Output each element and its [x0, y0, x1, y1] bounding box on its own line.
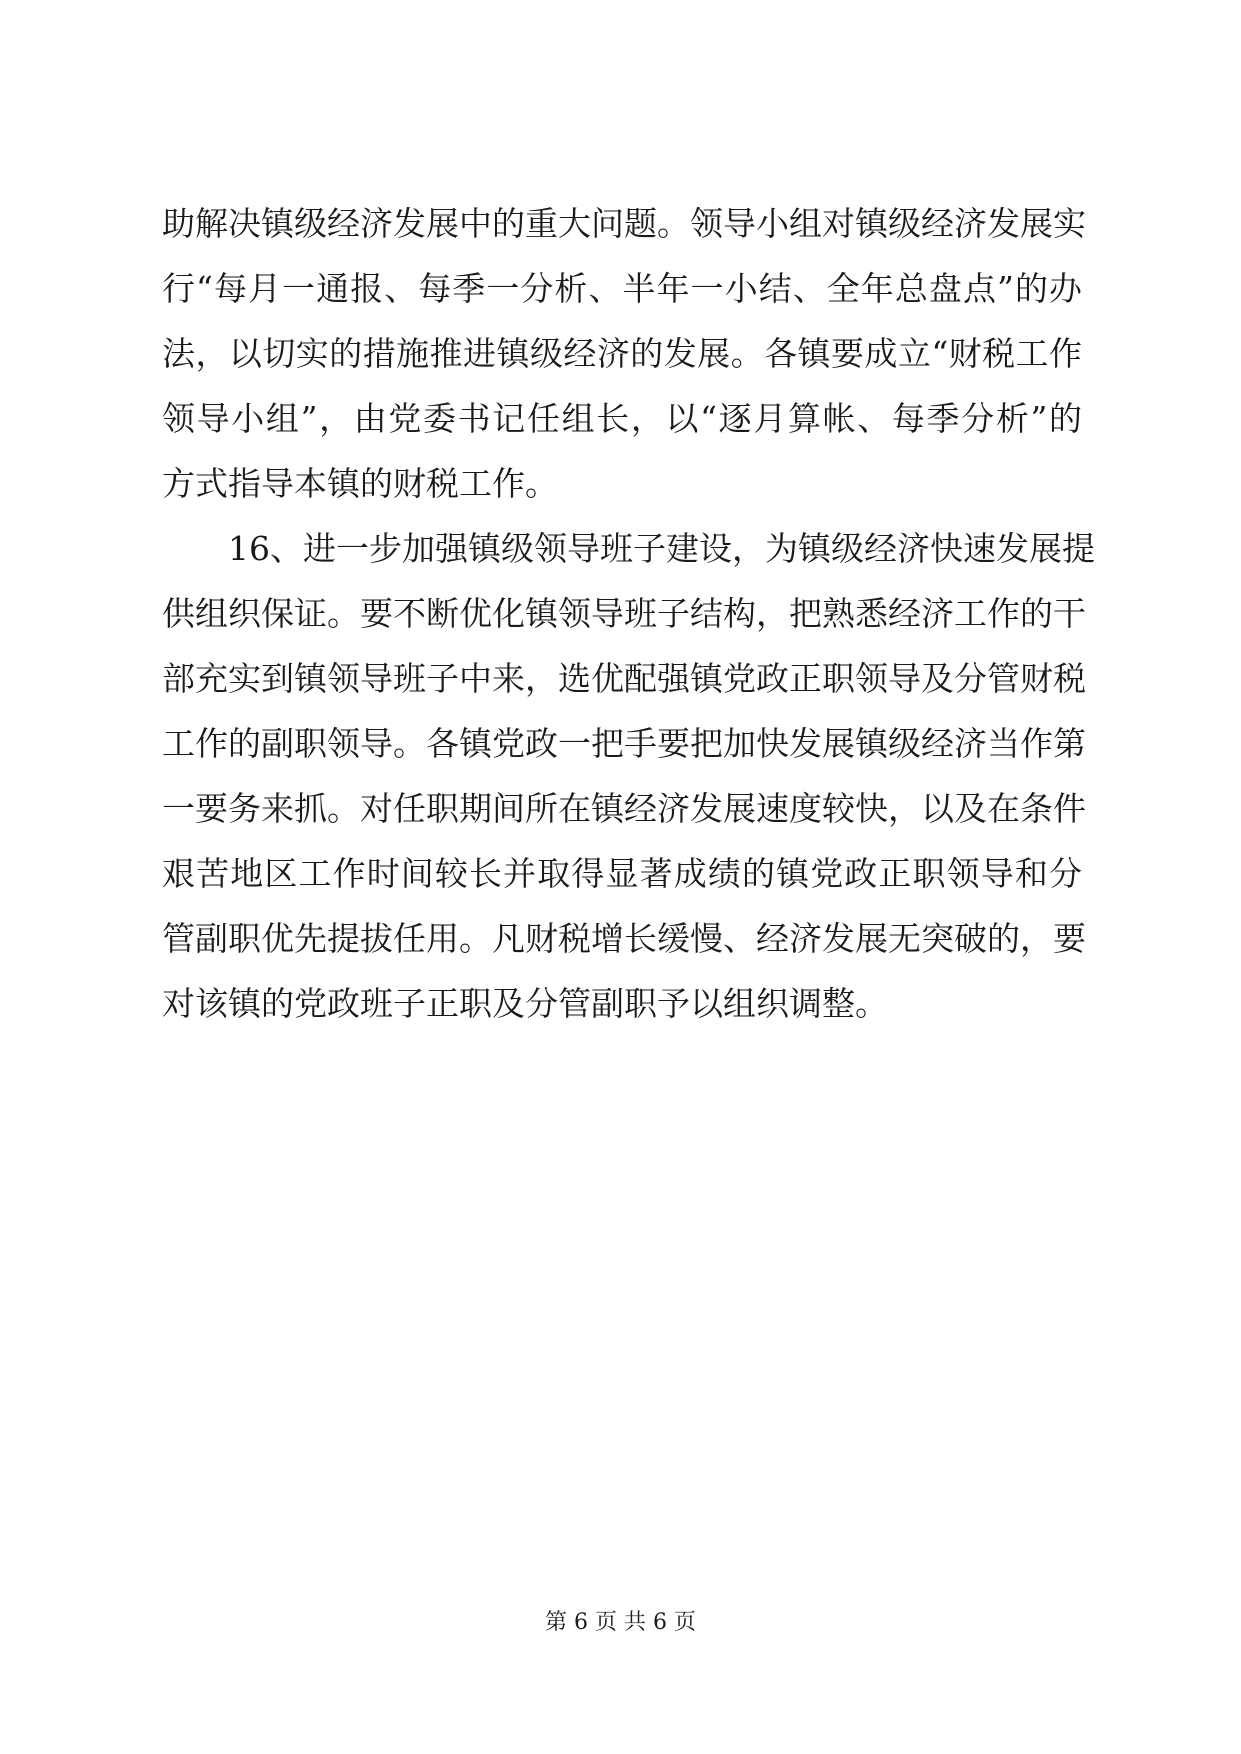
- paragraph-line: 一要务来抓。对任职期间所在镇经济发展速度较快，以及在条件: [162, 789, 1086, 828]
- page-number-footer: 第 6 页 共 6 页: [545, 1610, 696, 1635]
- paragraph-line: 行“每月一通报、每季一分析、半年一小结、全年总盘点”的办: [162, 269, 1082, 308]
- paragraph-line: 领导小组”，由党委书记任组长，以“逐月算帐、每季分析”的: [162, 399, 1082, 438]
- paragraph-line: 助解决镇级经济发展中的重大问题。领导小组对镇级经济发展实: [162, 204, 1086, 243]
- paragraph-line: 对该镇的党政班子正职及分管副职予以组织调整。: [162, 984, 888, 1023]
- paragraph-line: 16、进一步加强镇级领导班子建设，为镇级经济快速发展提: [228, 529, 1095, 568]
- paragraph-line: 管副职优先提拔任用。凡财税增长缓慢、经济发展无突破的，要: [162, 919, 1086, 958]
- paragraph-line: 工作的副职领导。各镇党政一把手要把加快发展镇级经济当作第: [162, 724, 1086, 763]
- paragraph-line: 供组织保证。要不断优化镇领导班子结构，把熟悉经济工作的干: [162, 594, 1086, 633]
- paragraph-line: 法，以切实的措施推进镇级经济的发展。各镇要成立“财税工作: [162, 334, 1082, 373]
- paragraph-line: 方式指导本镇的财税工作。: [162, 464, 558, 503]
- paragraph-line: 艰苦地区工作时间较长并取得显著成绩的镇党政正职领导和分: [162, 854, 1082, 893]
- paragraph-line: 部充实到镇领导班子中来，选优配强镇党政正职领导及分管财税: [162, 659, 1086, 698]
